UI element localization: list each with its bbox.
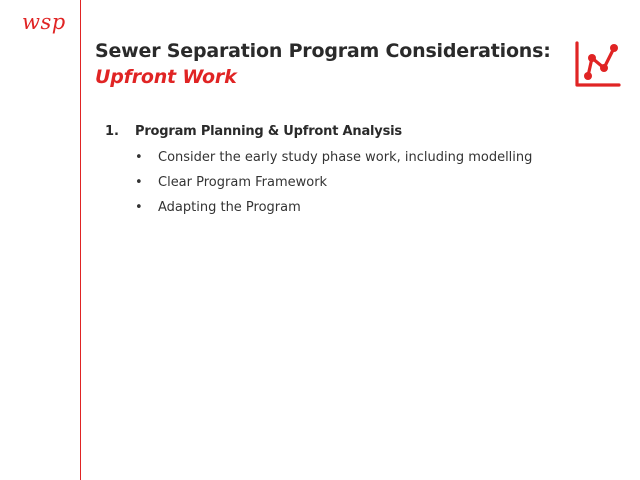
item-number: 1. [105, 124, 119, 139]
chart-point [588, 54, 596, 62]
bullet-item [135, 148, 535, 168]
bullet-item [135, 173, 535, 193]
bullet-text: Consider the early study phase work, including modelling [158, 150, 533, 165]
wsp-logo: wsp [22, 10, 66, 34]
bullet-list [135, 148, 535, 223]
vertical-divider [80, 0, 81, 480]
chart-point [584, 72, 592, 80]
bullet-dot-icon: • [135, 200, 143, 215]
bullet-text: Adapting the Program [158, 200, 301, 215]
chart-trend-line [588, 48, 614, 76]
chart-point [600, 64, 608, 72]
bullet-item [135, 198, 535, 218]
bullet-text: Clear Program Framework [158, 175, 328, 190]
page-title: Sewer Separation Program Considerations: [95, 40, 551, 62]
item-heading: Program Planning & Upfront Analysis [135, 124, 402, 139]
page-subtitle: Upfront Work [95, 66, 237, 88]
chart-point [610, 44, 618, 52]
bullet-dot-icon: • [135, 150, 143, 165]
bullet-dot-icon: • [135, 175, 143, 190]
line-chart-icon [574, 40, 622, 88]
